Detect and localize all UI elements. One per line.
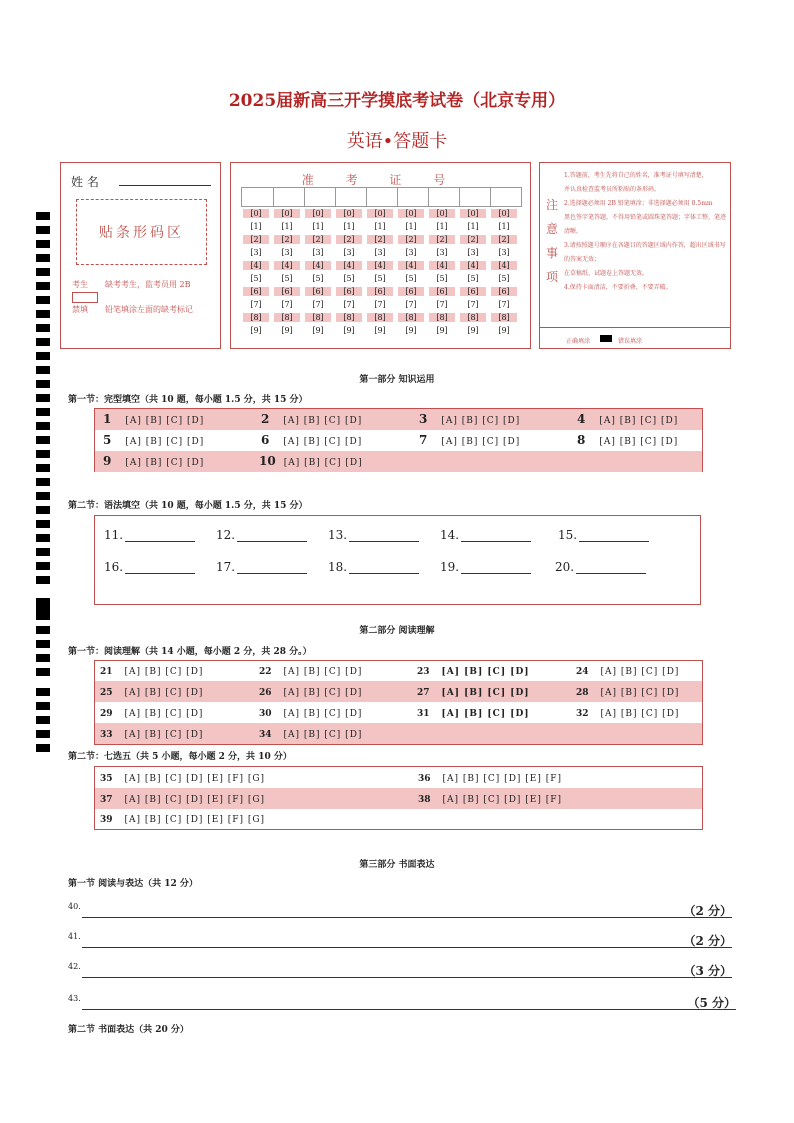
absent-text-2: 铅笔填涂左面的缺考标记 bbox=[105, 305, 193, 314]
choice-bubbles[interactable]: [A] [B] [C] [D] bbox=[600, 667, 680, 677]
choice-bubbles[interactable]: [A] [B] [C] [D] bbox=[441, 416, 521, 426]
part3-sec1-title: 第一节 阅读与表达（共 12 分） bbox=[68, 879, 198, 889]
answer-row: 21 [A] [B] [C] [D] 22 [A] [B] [C] [D] 23 [A] [B] [C] [D] 24 [A] [B] [C] [D] bbox=[100, 667, 680, 677]
blank-item[interactable]: 16. bbox=[104, 560, 195, 574]
digit-bubble[interactable]: [5] bbox=[374, 274, 386, 283]
digit-bubble[interactable]: [7] bbox=[436, 300, 448, 309]
digit-bubble[interactable]: [4] bbox=[243, 261, 269, 270]
digit-bubble[interactable]: [7] bbox=[343, 300, 355, 309]
part3-sec2-title: 第二节 书面表达（共 20 分） bbox=[68, 1025, 189, 1035]
digit-bubble[interactable]: [9] bbox=[498, 326, 510, 335]
correct-fill-label: 正确填涂 bbox=[566, 338, 591, 345]
exam-number-label: 准 考 证 号 bbox=[301, 173, 460, 187]
part1-sec2-title: 第二节：语法填空（共 10 题，每小题 1.5 分，共 15 分） bbox=[68, 501, 308, 511]
digit-bubble[interactable]: [6] bbox=[429, 287, 455, 296]
blank-item[interactable]: 20. bbox=[555, 560, 646, 574]
part2-sec1-title: 第一节：阅读理解（共 14 小题，每小题 2 分，共 28 分。） bbox=[68, 647, 312, 657]
choice-bubbles[interactable]: [A] [B] [C] [D] bbox=[283, 730, 363, 740]
choice-bubbles[interactable]: [A] [B] [C] [D] [E] [F] bbox=[442, 774, 562, 784]
digit-bubble[interactable]: [3] bbox=[467, 248, 479, 257]
digit-bubble[interactable]: [5] bbox=[250, 274, 262, 283]
choice-bubbles[interactable]: [A] [B] [C] [D] bbox=[124, 730, 204, 740]
digit-bubble[interactable]: [3] bbox=[281, 248, 293, 257]
digit-bubble[interactable]: [9] bbox=[436, 326, 448, 335]
digit-bubble[interactable]: [8] bbox=[274, 313, 300, 322]
digit-bubble[interactable]: [0] bbox=[491, 209, 517, 218]
notes-text: 1.答题前，考生先将自己的姓名，准考证号填写清楚， 并认真检查监考员所粘贴的条形码。 2.选择题必须用 2B 铅笔填涂；非选择题必须用 0.5mm 黑色签字笔答题，不得用铅笔或圆珠笔答题；字体工整、笔迹清晰。 3.请按照题号顺序在各题目的答题区域内作答，超出区域书写的答案无效； 在草稿纸、试题卷上答题无效。 4.保持卡面清洁，不要折叠、不要弄破。 bbox=[564, 172, 727, 291]
digit-bubble[interactable]: [6] bbox=[460, 287, 486, 296]
absent-text: 缺考考生，监考员用 2B bbox=[105, 280, 191, 289]
digit-bubble[interactable]: [2] bbox=[305, 235, 331, 244]
choice-bubbles[interactable]: [A] [B] [C] [D] bbox=[124, 709, 204, 719]
answer-row: 5 [A] [B] [C] [D] 6 [A] [B] [C] [D] 7 [A] [B] [C] [D] 8 [A] [B] [C] [D] bbox=[103, 433, 679, 447]
choice-bubbles[interactable]: [A] [B] [C] [D] bbox=[124, 688, 204, 698]
digit-bubble[interactable]: [8] bbox=[305, 313, 331, 322]
digit-bubble[interactable]: [8] bbox=[336, 313, 362, 322]
choice-bubbles[interactable]: [A] [B] [C] [D] bbox=[283, 709, 363, 719]
part2-sec2-title: 第二节：七选五（共 5 小题，每小题 2 分，共 10 分） bbox=[68, 752, 292, 762]
barcode-area: 贴条形码区 bbox=[76, 199, 207, 265]
digit-bubble[interactable]: [9] bbox=[281, 326, 293, 335]
answer-row: 39 [A] [B] [C] [D] [E] [F] [G] bbox=[100, 815, 266, 825]
digit-bubble[interactable]: [6] bbox=[367, 287, 393, 296]
digit-bubble[interactable]: [6] bbox=[491, 287, 517, 296]
blank-item[interactable]: 17. bbox=[216, 560, 307, 574]
digit-bubble[interactable]: [1] bbox=[312, 222, 324, 231]
digit-bubble[interactable]: [5] bbox=[281, 274, 293, 283]
digit-bubble[interactable]: [6] bbox=[336, 287, 362, 296]
part1-sec1-title: 第一节：完型填空（共 10 题，每小题 1.5 分，共 15 分） bbox=[68, 395, 308, 405]
blank-item[interactable]: 18. bbox=[328, 560, 419, 574]
blank-item[interactable]: 14. bbox=[440, 528, 531, 542]
choice-bubbles[interactable]: [A] [B] [C] [D] bbox=[125, 458, 205, 468]
digit-bubble[interactable]: [2] bbox=[243, 235, 269, 244]
digit-bubble[interactable]: [9] bbox=[343, 326, 355, 335]
digit-bubble[interactable]: [8] bbox=[460, 313, 486, 322]
digit-bubble[interactable]: [9] bbox=[250, 326, 262, 335]
writing-line[interactable]: 42. （3 分） bbox=[68, 962, 732, 978]
digit-bubble[interactable]: [0] bbox=[305, 209, 331, 218]
digit-bubble[interactable]: [4] bbox=[398, 261, 424, 270]
digit-bubble[interactable]: [8] bbox=[429, 313, 455, 322]
digit-bubble[interactable]: [7] bbox=[250, 300, 262, 309]
digit-bubble[interactable]: [2] bbox=[491, 235, 517, 244]
digit-bubble[interactable]: [2] bbox=[429, 235, 455, 244]
choice-bubbles[interactable]: [A] [B] [C] [D] bbox=[283, 458, 363, 468]
writing-line[interactable]: 40. （2 分） bbox=[68, 902, 732, 918]
digit-bubble[interactable]: [1] bbox=[498, 222, 510, 231]
choice-bubbles[interactable]: [A] [B] [C] [D] bbox=[441, 709, 530, 719]
writing-line[interactable]: 41. （2 分） bbox=[68, 932, 732, 948]
digit-bubble[interactable]: [3] bbox=[436, 248, 448, 257]
digit-bubble[interactable]: [9] bbox=[405, 326, 417, 335]
digit-bubble[interactable]: [9] bbox=[467, 326, 479, 335]
choice-bubbles[interactable]: [A] [B] [C] [D] bbox=[600, 709, 680, 719]
digit-bubble[interactable]: [5] bbox=[343, 274, 355, 283]
digit-bubble[interactable]: [1] bbox=[343, 222, 355, 231]
answer-row: 29 [A] [B] [C] [D] 30 [A] [B] [C] [D] 31 [A] [B] [C] [D] 32 [A] [B] [C] [D] bbox=[100, 709, 680, 719]
answer-row: 35 [A] [B] [C] [D] [E] [F] [G] 36 [A] [B] [C] [D] [E] [F] bbox=[100, 774, 562, 784]
choice-bubbles[interactable]: [A] [B] [C] [D] [E] [F] bbox=[442, 795, 562, 805]
answer-row: 33 [A] [B] [C] [D] 34 [A] [B] [C] [D] bbox=[95, 723, 702, 744]
digit-bubble[interactable]: [0] bbox=[274, 209, 300, 218]
digit-bubble[interactable]: [4] bbox=[336, 261, 362, 270]
blank-item[interactable]: 12. bbox=[216, 528, 307, 542]
digit-bubble[interactable]: [7] bbox=[498, 300, 510, 309]
digit-bubble[interactable]: [2] bbox=[274, 235, 300, 244]
choice-bubbles[interactable]: [A] [B] [C] [D] bbox=[599, 437, 679, 447]
digit-bubble[interactable]: [5] bbox=[498, 274, 510, 283]
digit-bubble[interactable]: [4] bbox=[429, 261, 455, 270]
blank-item[interactable]: 11. bbox=[104, 528, 195, 542]
digit-bubble[interactable]: [8] bbox=[491, 313, 517, 322]
digit-bubble[interactable]: [1] bbox=[281, 222, 293, 231]
choice-bubbles[interactable]: [A] [B] [C] [D] [E] [F] [G] bbox=[124, 774, 266, 784]
digit-bubble[interactable]: [7] bbox=[467, 300, 479, 309]
digit-bubble[interactable]: [1] bbox=[436, 222, 448, 231]
digit-bubble[interactable]: [0] bbox=[367, 209, 393, 218]
digit-bubble[interactable]: [4] bbox=[274, 261, 300, 270]
exam-number-bubble-grid[interactable] bbox=[241, 209, 522, 341]
digit-bubble[interactable]: [8] bbox=[398, 313, 424, 322]
digit-bubble[interactable]: [5] bbox=[312, 274, 324, 283]
exam-number-write-row[interactable] bbox=[241, 187, 522, 207]
digit-bubble[interactable]: [8] bbox=[367, 313, 393, 322]
digit-bubble[interactable]: [4] bbox=[367, 261, 393, 270]
blank-item[interactable]: 19. bbox=[440, 560, 531, 574]
name-input-line[interactable] bbox=[119, 185, 211, 186]
digit-bubble[interactable]: [0] bbox=[429, 209, 455, 218]
digit-bubble[interactable]: [0] bbox=[398, 209, 424, 218]
digit-bubble[interactable]: [6] bbox=[305, 287, 331, 296]
digit-bubble[interactable]: [3] bbox=[405, 248, 417, 257]
part1-title: 第一部分 知识运用 bbox=[359, 375, 435, 385]
absent-key: 考生 bbox=[72, 280, 88, 289]
candidate-info-box bbox=[60, 162, 221, 349]
digit-bubble[interactable]: [7] bbox=[374, 300, 386, 309]
choice-bubbles[interactable]: [A] [B] [C] [D] bbox=[283, 437, 363, 447]
part3-title: 第三部分 书面表达 bbox=[359, 860, 435, 870]
digit-bubble[interactable]: [1] bbox=[467, 222, 479, 231]
digit-bubble[interactable]: [5] bbox=[405, 274, 417, 283]
choice-bubbles[interactable]: [A] [B] [C] [D] bbox=[441, 667, 530, 677]
choice-bubbles[interactable]: [A] [B] [C] [D] bbox=[283, 688, 363, 698]
digit-bubble[interactable]: [2] bbox=[460, 235, 486, 244]
answer-row: 9 [A] [B] [C] [D] 10 [A] [B] [C] [D] bbox=[95, 451, 702, 472]
digit-bubble[interactable]: [0] bbox=[336, 209, 362, 218]
absent-checkbox[interactable] bbox=[72, 292, 98, 303]
exam-number-box bbox=[230, 162, 531, 349]
notes-box bbox=[539, 162, 731, 349]
choice-bubbles[interactable]: [A] [B] [C] [D] [E] [F] [G] bbox=[124, 815, 266, 825]
digit-bubble[interactable]: [8] bbox=[243, 313, 269, 322]
part2-title: 第二部分 阅读理解 bbox=[359, 626, 435, 636]
digit-bubble[interactable]: [3] bbox=[312, 248, 324, 257]
digit-bubble[interactable]: [5] bbox=[467, 274, 479, 283]
correct-fill-sample bbox=[600, 335, 612, 342]
digit-bubble[interactable]: [2] bbox=[367, 235, 393, 244]
answer-row: 37 [A] [B] [C] [D] [E] [F] [G] 38 [A] [B] [C] [D] [E] [F] bbox=[95, 788, 702, 809]
digit-bubble[interactable]: [2] bbox=[336, 235, 362, 244]
digit-bubble[interactable]: [2] bbox=[398, 235, 424, 244]
notes-label: 注意事项 bbox=[546, 198, 559, 284]
digit-bubble[interactable]: [4] bbox=[460, 261, 486, 270]
digit-bubble[interactable]: [6] bbox=[243, 287, 269, 296]
digit-bubble[interactable]: [1] bbox=[405, 222, 417, 231]
digit-bubble[interactable]: [7] bbox=[312, 300, 324, 309]
digit-bubble[interactable]: [4] bbox=[305, 261, 331, 270]
digit-bubble[interactable]: [3] bbox=[374, 248, 386, 257]
digit-bubble[interactable]: [0] bbox=[243, 209, 269, 218]
digit-bubble[interactable]: [4] bbox=[491, 261, 517, 270]
digit-bubble[interactable]: [1] bbox=[374, 222, 386, 231]
choice-bubbles[interactable]: [A] [B] [C] [D] bbox=[600, 688, 680, 698]
choice-bubbles[interactable]: [A] [B] [C] [D] bbox=[125, 416, 205, 426]
digit-bubble[interactable]: [3] bbox=[343, 248, 355, 257]
choice-bubbles[interactable]: [A] [B] [C] [D] bbox=[124, 667, 204, 677]
digit-bubble[interactable]: [0] bbox=[460, 209, 486, 218]
choice-bubbles[interactable]: [A] [B] [C] [D] bbox=[125, 437, 205, 447]
digit-bubble[interactable]: [5] bbox=[436, 274, 448, 283]
name-label: 姓 名 bbox=[71, 175, 99, 189]
digit-bubble[interactable]: [6] bbox=[274, 287, 300, 296]
digit-bubble[interactable]: [7] bbox=[405, 300, 417, 309]
wrong-fill-label: 错误填涂 bbox=[618, 338, 643, 345]
answer-row: 1 [A] [B] [C] [D] 2 [A] [B] [C] [D] 3 [A] [B] [C] [D] 4 [A] [B] [C] [D] bbox=[95, 409, 702, 430]
choice-bubbles[interactable]: [A] [B] [C] [D] bbox=[283, 667, 363, 677]
blank-item[interactable]: 15. bbox=[558, 528, 649, 542]
choice-bubbles[interactable]: [A] [B] [C] [D] [E] [F] [G] bbox=[124, 795, 266, 805]
choice-bubbles[interactable]: [A] [B] [C] [D] bbox=[599, 416, 679, 426]
absent-key-2: 禁填 bbox=[72, 305, 88, 314]
digit-bubble[interactable]: [1] bbox=[250, 222, 262, 231]
digit-bubble[interactable]: [3] bbox=[498, 248, 510, 257]
digit-bubble[interactable]: [6] bbox=[398, 287, 424, 296]
digit-bubble[interactable]: [9] bbox=[312, 326, 324, 335]
writing-line[interactable]: 43. （5 分） bbox=[68, 994, 736, 1010]
choice-bubbles[interactable]: [A] [B] [C] [D] bbox=[441, 688, 530, 698]
answer-row: 25 [A] [B] [C] [D] 26 [A] [B] [C] [D] 27 [A] [B] [C] [D] 28 [A] [B] [C] [D] bbox=[95, 681, 702, 702]
page-subtitle: 英语•答题卡 bbox=[346, 131, 448, 152]
digit-bubble[interactable]: [7] bbox=[281, 300, 293, 309]
page-title: 2025届新高三开学摸底考试卷（北京专用） bbox=[228, 91, 566, 111]
digit-bubble[interactable]: [3] bbox=[250, 248, 262, 257]
digit-bubble[interactable]: [9] bbox=[374, 326, 386, 335]
blank-item[interactable]: 13. bbox=[328, 528, 419, 542]
choice-bubbles[interactable]: [A] [B] [C] [D] bbox=[283, 416, 363, 426]
choice-bubbles[interactable]: [A] [B] [C] [D] bbox=[441, 437, 521, 447]
